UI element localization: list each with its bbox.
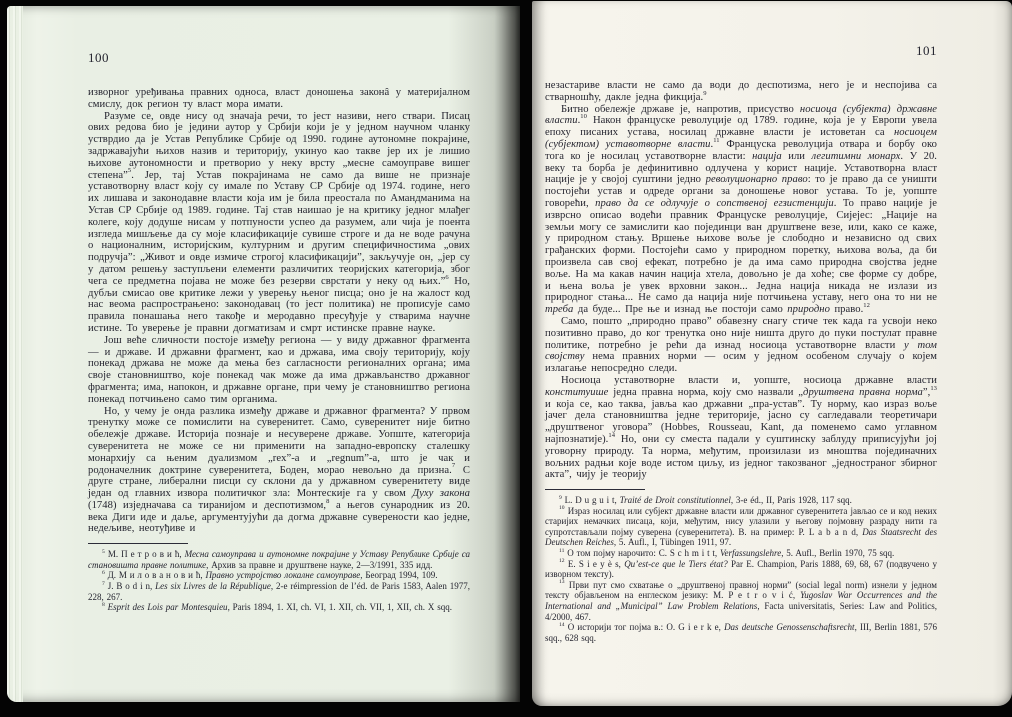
paragraph: изворног уређивања правних односа, власт доношења законâ у материјалном смислу, док регион ту власт мора имати.: [88, 87, 470, 110]
paragraph: Носиоца уставотворне власти и, уопште, носиоца државне власти конституише једна правна норма, коју смо назвали „друштвена правна норма”,$^{13}$ и која се, као таква, јавља као државни „пра-устав”. Ту норму, као израз воље јачег дела становништва једне територије, јасно су сагледавали теоретичари „друштвеног уговора” (Hobbes, Rousseau, Kant, да поменемо само углавном најпознатије).$^{14}$ Но, они су сместа падали у суштинску заблуду приписујући јој уговорну природу. Та норма, међутим, произилази из мноштва појединачних вољних радњи које воде истом циљу, из једног такозваног „једностраног збирног акта”, чију је теорију: [545, 374, 938, 481]
footnote: $^7$ J. B o d i n, Les six Livres de la République, 2-е réimpression de l’éd. de Paris 1583, Aalen 1977, 228, 267.: [88, 580, 471, 602]
footnote: $^6$ Д. М и л о в а н о в и ћ, Правно устројство локалне самоуправе, Београд 1994, 109.: [102, 569, 438, 581]
page-number-right: 101: [916, 43, 937, 58]
footnote-rule: [88, 543, 188, 544]
page-number-left: 100: [88, 50, 109, 65]
page-right-body: [545, 80, 937, 481]
footnote: $^{14}$ О историји тог појма в.: O. G i e r k e, Das deutsche Genossenschaftsrecht, III, Berlin 1881, 576 sqq., 628 sqq.: [545, 621, 938, 643]
paragraph: Само, пошто „природно право” обавезну снагу стиче тек када га усвоји неко позитивно право, до ког тренутка оно није ништа друго до пуки постулат правне политике, потребно је рећи да изнад носиоца уставотворне власти у том својству нема правних норми — осим у једном особеном случају о којем излагање непосредно следи.: [545, 315, 937, 375]
footnote: $^{10}$ Израз носилац или субјект државне власти или државног суверенитета јављао се и код неких старијих немачких писаца, који, међутим, нису улазили у његову појмовну разраду нити га супротстављали појму суверена (суверенитета). В. на пример: P. L a b a n d, Das Staatsrecht des Deutschen Reiches, 5. Aufl., I, Tübingen 1911, 97.: [545, 505, 937, 548]
page-edge-stack: [7, 6, 23, 702]
footnote: $^9$ L. D u g u i t, Traité de Droit constitutionnel, 3-е éd., II, Paris 1928, 117 sqq.: [559, 494, 852, 506]
page-right-footnotes: [545, 495, 937, 643]
page-left-body: [88, 87, 470, 535]
page-right: [532, 1, 1012, 706]
paragraph: незастариве власти не само да води до деспотизма, него је и неспојива са стварношћу, дакле једна фикција.$^9$: [545, 80, 937, 103]
paragraph: Но, у чему је онда разлика између државе и државног фрагмента? У првом тренутку може се помислити на суверенитет. Само, суверенитет није битно обележје државе. Историја познаје и несуверене државе. Уопште, категорија суверенитета не може се ни применити на западно-европску сталешку монархију са њеним дуализмом „rex”-а и „regnum”-а, што је чак и родоначелник доктрине суверенитета, Боден, морао невољно да призна.$^7$ С друге стране, либерални писци су склони да у државном суверенитету виде један од главних извора политичког зла: Монтескије га у свом Духу закона (1748) изједначава са тиранијом и деспотизмом,$^8$ а његов сународник из 20. века Диги иде и даље, аргументујући да догма државне суверености као једне, недељиве, неотуђиве и: [88, 405, 471, 535]
footnote-rule: [545, 489, 645, 490]
page-left-footnotes: [88, 549, 470, 613]
footnote: $^8$ Esprit des Lois par Montesquieu, Paris 1894, 1. XI, ch. VI, 1. XII, ch. VII, 1, XII, ch. X sqq.: [102, 601, 452, 613]
page-left-content: [88, 50, 470, 613]
footnote: $^5$ М. П е т р о в и ћ, Месна самоуправа и аутономне покрајине у Уставу Републике Србије са становишта правне политике, Архив за правне и друштвене науке, 2—3/1991, 335 идд.: [88, 548, 471, 570]
paragraph: Разуме се, овде нису од значаја речи, то јест називи, него ствари. Писац ових редова био је једини аутор у Србији који је у једном научном чланку устврдио да је Устав Републике Србије од 1990. године аутономне покрајине, задржавајући њихов назив и територију, укинуо као такве јер их је лишио њихове аутономности и претворио у неку врсту „месне самоуправе вишег степена”$^5$. Јер, тај Устав покрајинама не само да више не признаје уставотворну власт коју су имале по Уставу СР Србије од 1974. године, него их лишава и законодавне власти која им је била преостала по Амандманима на Устав СР Србије од 1989. године. Тај став наишао је на критику једног млађег колеге, коју додуше нисам у потпуности успео да разумем, али чија је поента изгледа мишљење да су моје класификације сувише строге и да не воде рачуна о националним, историјским, културним и другим специфичностима „ових подручја”: „Живот и овде измиче строгој класификацији”, закључује он, „јер су у датом решењу заступљени елементи различитих теоријских категорија, због чега се предметна појава не може без резерви сврстати у неку од њих.”$^6$ Но, дубљи смисао ове критике лежи у уверењу њеног писца; оно је на жалост код нас веома распрострањено: законодавац (то јест политика) не прописује само правила понашања него такође и меродавно пресуђује у стварима научне истине. То уверење је правни догматизам и смрт истинске правне науке.: [88, 110, 470, 334]
page-left: [7, 6, 520, 702]
footnote: $^{13}$ Први пут смо схватање о „друштвеној правној норми” (social legal norm) изнели у једном тексту објављеном на енглеском језику: M. P e t r o v i ć, Yugoslav War Occurrences and the International and „Municipal” Law Problem Relations, Facta universitatis, Series: Law and Politics, 4/2000, 467.: [545, 579, 937, 622]
footnote: $^{12}$ E. S i e y è s, Qu’est-ce que le Tiers état? Par E. Champion, Paris 1888, 69, 68, 67 (подвучено у изворном тексту).: [545, 558, 938, 580]
paragraph: Битно обележје државе је, напротив, присуство носиоца (субјекта) државне власти.$^{10}$ Након француске револуције од 1789. године, која је у Европи увела епоху писаних устава, носилац државне власти је истоветан са носиоцем (субјектом) уставотворне власти.$^{11}$ Француска револуција отвара и борбу око тога ко је носилац уставотворне власти: нација или легитимни монарх. У 20. веку та борба је дефинитивно одлучена у корист нације. Уставотворна власт нације је у својој суштини једно револуционарно право: то је право да се уништи постојећи устав и одреде органи за доношење новог устава. То је, уопште говорећи, право да се одлучује о сопственој егзистенцији. То право нације је изврсно описао водећи правник Француске револуције, Сијејес: „Нације на земљи могу се замислити као појединци ван друштвене везе, или, како се каже, у природном стању. Вршење њихове воље је слободно и независно од свих грађанских форми. Постојећи само у природном поретку, њихова воља, да би произвела сав свој ефекат, потребно је да има само природна својства једне воље. На ма какав начин нација хтела, довољно је да хоће; све форме су добре, и њена воља је увек врховни закон... Једна нација никада не излази из природног стања... Не само да нација није потчињена уставу, него она то ни не треба да буде... Пре ње и изнад ње постоји само природно право.$^{12}$: [545, 103, 938, 316]
paragraph: Још веће сличности постоје између региона — у виду државног фрагмента — и државе. И државни фрагмент, као и држава, има своју територију, коју понекад држава не може да мења без сагласности регионалних органа; има своје становништво, које понекад чак може да има држављанство државног фрагмента; има, напокон, и државне органе, при чему је становништво региона понекад потчињено само тим органима.: [88, 334, 470, 405]
footnote: $^{11}$ О том појму нарочито: C. S c h m i t t, Verfassungslehre, 5. Aufl., Berlin 1970, 75 sqq.: [559, 547, 895, 559]
page-right-content: [545, 43, 937, 643]
